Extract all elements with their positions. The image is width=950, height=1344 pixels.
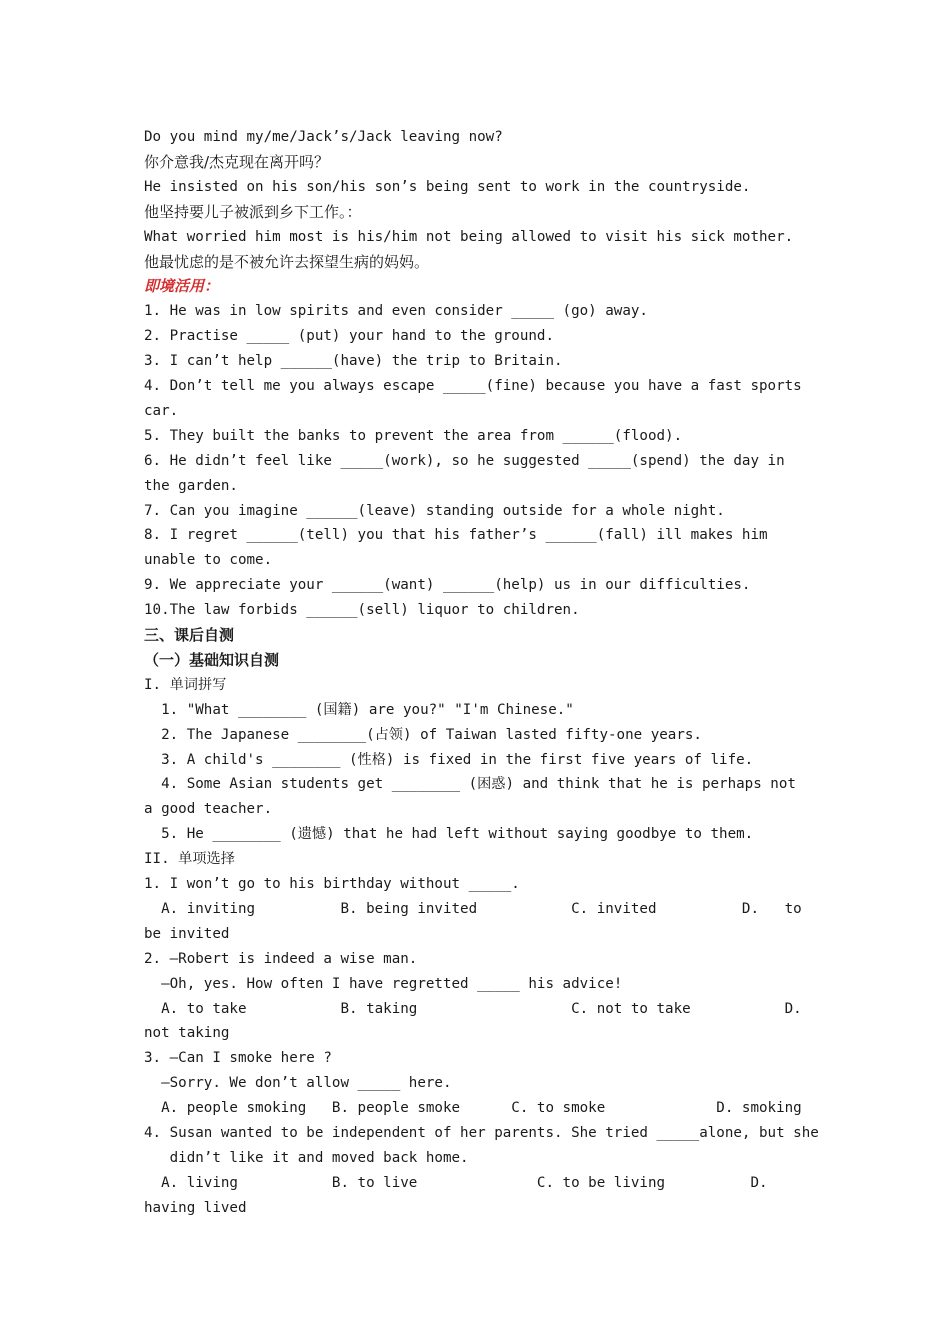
text-line: 5. He ________ (遗憾) that he had left without saying goodbye to them. <box>144 826 754 843</box>
text-line: 5. They built the banks to prevent the area from ______(flood). <box>144 427 683 444</box>
text-line: A. inviting B. being invited C. invited D. to <box>144 900 802 917</box>
text-line: 3. I can’t help ______(have) the trip to Britain. <box>144 353 563 370</box>
text-line: 10.The law forbids ______(sell) liquor to children. <box>144 602 580 619</box>
text-line: 7. Can you imagine ______(leave) standing outside for a whole night. <box>144 502 725 519</box>
text-line: not taking <box>144 1025 230 1042</box>
text-line: A. living B. to live C. to be living D. <box>144 1174 768 1191</box>
text-line: 1. He was in low spirits and even consider _____ (go) away. <box>144 303 648 320</box>
text-line: I. 单词拼写 <box>144 676 227 693</box>
text-line: He insisted on his son/his son’s being sent to work in the countryside. <box>144 178 751 195</box>
text-line: 3. —Can I smoke here ? <box>144 1050 332 1067</box>
text-line: 1. "What ________ (国籍) are you?" "I'm Chinese." <box>144 701 574 718</box>
text-line: a good teacher. <box>144 801 273 818</box>
text-line: 4. Don’t tell me you always escape _____(fine) because you have a fast sports <box>144 378 802 394</box>
text-line: didn’t like it and moved back home. <box>144 1149 469 1166</box>
text-line: —Sorry. We don’t allow _____ here. <box>144 1075 452 1092</box>
text-line: 2. Practise _____ (put) your hand to the ground. <box>144 328 554 345</box>
text-line: 他坚持要儿子被派到乡下工作。： <box>144 202 362 221</box>
text-line: 2. The Japanese ________(占领) of Taiwan lasted fifty-one years. <box>144 726 702 743</box>
text-line: having lived <box>144 1199 247 1216</box>
text-line: be invited <box>144 925 230 942</box>
text-line: 即境活用： <box>144 277 220 296</box>
text-line: 三、课后自测 <box>144 626 235 644</box>
text-line: 3. A child's ________ (性格) is fixed in the first five years of life. <box>144 751 754 768</box>
text-line: What worried him most is his/him not being allowed to visit his sick mother. <box>144 228 794 245</box>
text-line: A. to take B. taking C. not to take D. <box>144 1000 802 1017</box>
text-line: II. 单项选择 <box>144 851 235 868</box>
text-line: 4. Susan wanted to be independent of her parents. She tried _____alone, but she <box>144 1125 819 1141</box>
text-line: 2. —Robert is indeed a wise man. <box>144 950 418 967</box>
text-line: 你介意我/杰克现在离开吗？ <box>144 152 330 171</box>
text-line: 4. Some Asian students get ________ (困惑) and think that he is perhaps not <box>144 776 796 793</box>
text-line: 9. We appreciate your ______(want) ______(help) us in our difficulties. <box>144 577 751 594</box>
text-line: 他最忧虑的是不被允许去探望生病的妈妈。 <box>144 252 430 271</box>
text-line: the garden. <box>144 477 238 494</box>
text-line: Do you mind my/me/Jack’s/Jack leaving now? <box>144 129 503 145</box>
text-line: 8. I regret ______(tell) you that his father’s ______(fall) ill makes him <box>144 527 768 544</box>
text-line: 1. I won’t go to his birthday without _____. <box>144 876 520 892</box>
text-line: （一）基础知识自测 <box>144 650 280 669</box>
text-line: unable to come. <box>144 552 273 569</box>
text-line: 6. He didn’t feel like _____(work), so he suggested _____(spend) the day in <box>144 452 785 469</box>
text-line: A. people smoking B. people smoke C. to smoke D. smoking <box>144 1100 802 1117</box>
text-line: car. <box>144 402 179 419</box>
text-line: —Oh, yes. How often I have regretted _____ his advice! <box>144 975 623 992</box>
